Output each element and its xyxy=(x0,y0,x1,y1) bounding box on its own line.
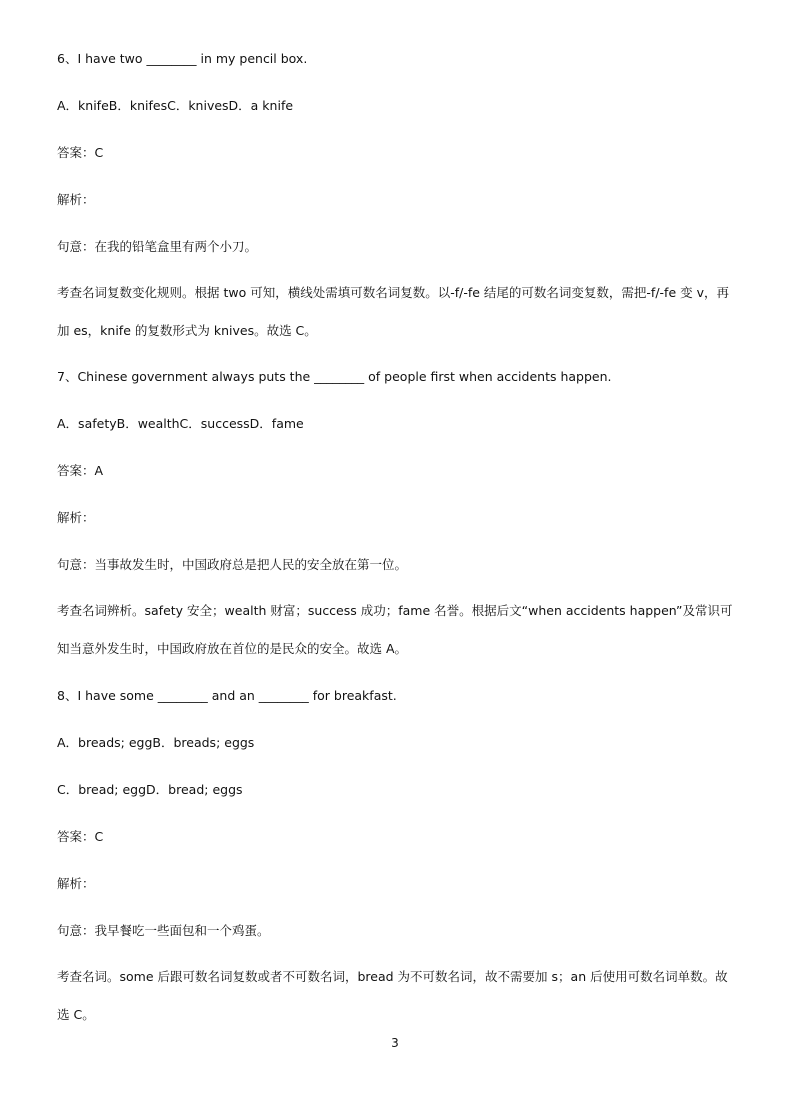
question-7-options: A．safetyB．wealthC．successD．fame xyxy=(57,416,304,431)
page-number: 3 xyxy=(391,1036,399,1050)
question-6-stem: 6、I have two ________ in my pencil box. xyxy=(57,51,308,66)
question-8-meaning: 句意：我早餐吃一些面包和一个鸡蛋。 xyxy=(57,923,270,938)
question-6-analysis-label: 解析： xyxy=(57,192,95,207)
question-7-meaning: 句意：当事故发生时，中国政府总是把人民的安全放在第一位。 xyxy=(57,557,408,572)
question-6-meaning: 句意：在我的铅笔盒里有两个小刀。 xyxy=(57,239,258,254)
question-6-explanation: 考查名词复数变化规则。根据 two 可知，横线处需填可数名词复数。以-f/-fe 结尾的可数名词变复数，需把-f/-fe 变 v，再加 es，knife 的复数形式为 knives。故选 C。 xyxy=(57,285,729,338)
question-6-answer: 答案：C xyxy=(57,145,104,160)
question-8-answer: 答案：C xyxy=(57,829,104,844)
question-8-options-line2: C．bread; eggD．bread; eggs xyxy=(57,782,243,797)
question-8-stem: 8、I have some ________ and an ________ for breakfast. xyxy=(57,688,397,703)
question-8-explanation: 考查名词。some 后跟可数名词复数或者不可数名词，bread 为不可数名词，故不需要加 s；an 后使用可数名词单数。故选 C。 xyxy=(57,969,728,1022)
question-8-analysis-label: 解析： xyxy=(57,876,95,891)
question-7-stem: 7、Chinese government always puts the ________ of people first when accidents happen. xyxy=(57,369,612,384)
question-7-answer: 答案：A xyxy=(57,463,104,478)
question-7-analysis-label: 解析： xyxy=(57,510,95,525)
question-8-options-line1: A．breads; eggB．breads; eggs xyxy=(57,735,255,750)
question-6-options: A．knifeB．knifesC．knivesD．a knife xyxy=(57,98,294,113)
question-7-explanation: 考查名词辨析。safety 安全；wealth 财富；success 成功；fame 名誉。根据后文“when accidents happen”及常识可知当意外发生时，中国政府放在首位的是民众的安全。故选 A。 xyxy=(57,603,733,656)
